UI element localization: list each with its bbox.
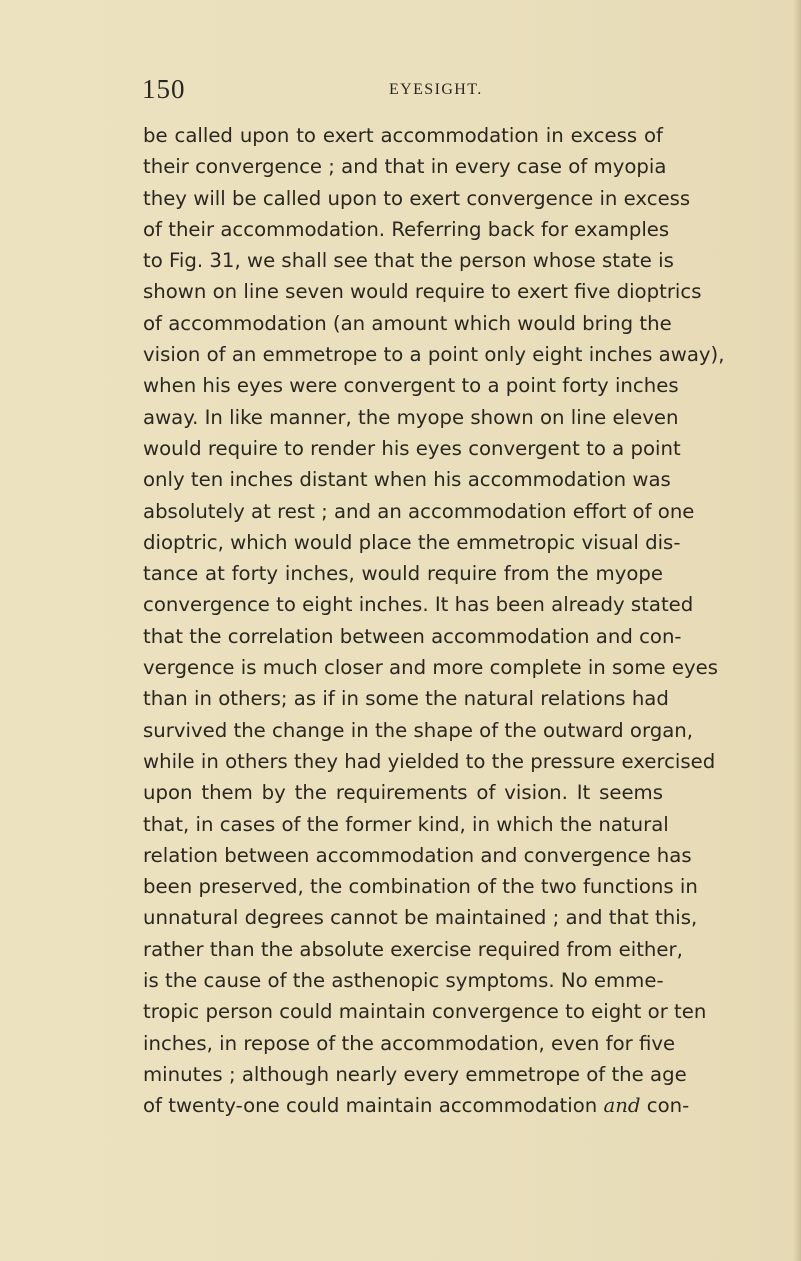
italic-word: and <box>603 1094 641 1118</box>
text-segment: of twenty-one could maintain accommodation <box>143 1094 604 1118</box>
text-line: while in others they had yielded to the pressure exercised <box>143 749 716 773</box>
text-line: tropic person could maintain convergence to eight or ten <box>143 1000 707 1024</box>
text-line: vision of an emmetrope to a point only eight inches away), <box>143 343 725 367</box>
text-line: to Fig. 31, we shall see that the person whose state is <box>143 249 674 273</box>
text-line: unnatural degrees cannot be maintained ; and that this, <box>143 906 698 930</box>
text-line: survived the change in the shape of the outward organ, <box>143 718 693 742</box>
text-line: their convergence ; and that in every case of myopia <box>143 155 667 179</box>
text-line: upon them by the requirements of vision. It seems <box>143 781 663 805</box>
text-line: been preserved, the combination of the two functions in <box>143 875 698 899</box>
text-line: away. In like manner, the myope shown on line eleven <box>143 405 679 429</box>
page-edge-shadow <box>793 0 801 1261</box>
text-line: absolutely at rest ; and an accommodation effort of one <box>143 499 695 523</box>
body-paragraph <box>143 120 725 1122</box>
page-header <box>142 74 662 104</box>
text-line: relation between accommodation and convergence has <box>143 843 692 867</box>
text-line: when his eyes were convergent to a point forty inches <box>143 374 679 398</box>
text-line: dioptric, which would place the emmetropic visual dis- <box>143 530 681 554</box>
text-line: be called upon to exert accommodation in excess of <box>143 124 663 147</box>
text-line: of their accommodation. Referring back for examples <box>143 217 670 241</box>
text-line: shown on line seven would require to exert five dioptrics <box>143 280 702 304</box>
page-number: 150 <box>142 74 186 104</box>
text-line: vergence is much closer and more complete in some eyes <box>143 656 719 680</box>
text-line: rather than the absolute exercise required from either, <box>143 937 683 961</box>
text-segment: con- <box>640 1094 690 1118</box>
text-line: only ten inches distant when his accommodation was <box>143 468 671 492</box>
text-line: inches, in repose of the accommodation, even for five <box>143 1031 676 1055</box>
text-line: than in others; as if in some the natural relations had <box>143 687 669 711</box>
text-line: tance at forty inches, would require from the myope <box>143 562 663 586</box>
text-line-last <box>143 1090 690 1121</box>
running-head: EYESIGHT. <box>389 81 483 98</box>
text-line: that the correlation between accommodation and con- <box>143 624 682 648</box>
text-line: that, in cases of the former kind, in which the natural <box>143 812 669 836</box>
text-line: they will be called upon to exert convergence in excess <box>143 186 691 210</box>
text-line: of accommodation (an amount which would bring the <box>143 311 672 335</box>
text-line: minutes ; although nearly every emmetrope of the age <box>143 1062 687 1086</box>
text-line: is the cause of the asthenopic symptoms. No emme- <box>143 969 664 993</box>
text-line: would require to render his eyes convergent to a point <box>143 436 681 460</box>
text-line: convergence to eight inches. It has been already stated <box>143 593 694 617</box>
